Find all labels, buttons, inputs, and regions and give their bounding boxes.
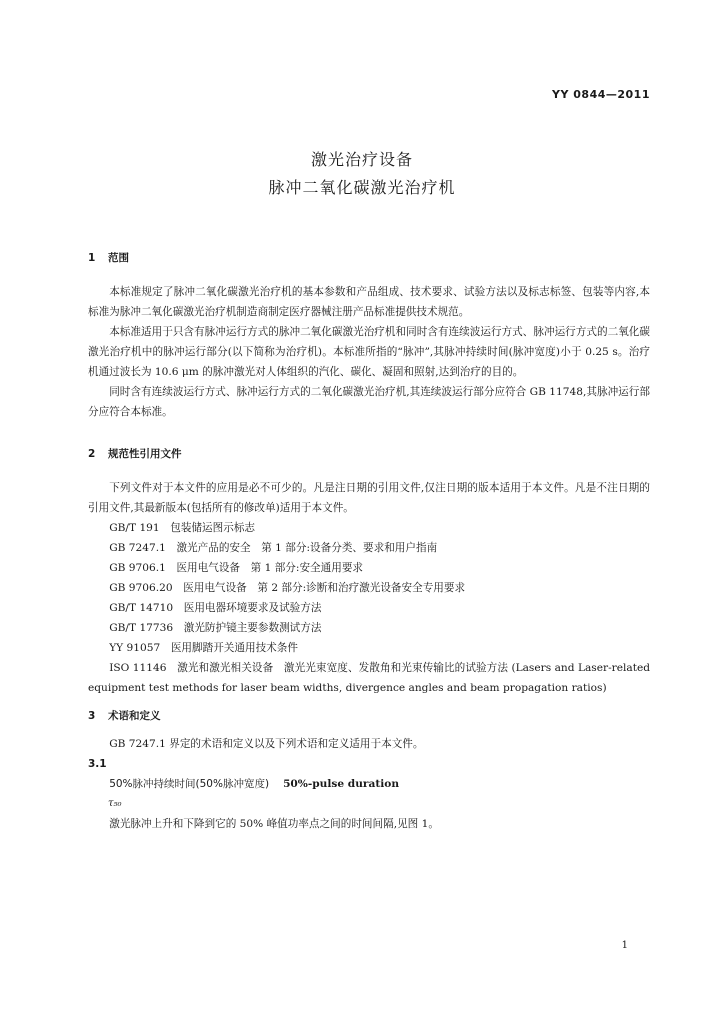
term-chinese: 50%脉冲持续时间(50%脉冲宽度) <box>109 778 270 790</box>
document-body <box>88 248 650 834</box>
section-number: 1 <box>88 252 96 264</box>
term-definition: 激光脉冲上升和下降到它的 50% 峰值功率点之间的时间间隔,见图 1。 <box>109 818 439 830</box>
page-number: 1 <box>621 940 628 951</box>
term-symbol: τ₅₀ <box>108 798 122 809</box>
paragraph: 同时含有连续波运行方式、脉冲运行方式的二氧化碳激光治疗机,其连续波运行部分应符合 GB 11748,其脉冲运行部分应符合本标准。 <box>88 386 650 418</box>
reference-item: YY 91057 医用脚踏开关通用技术条件 <box>109 642 298 654</box>
title-line-1: 激光治疗设备 <box>310 150 413 169</box>
reference-item: GB 9706.1 医用电气设备 第 1 部分:安全通用要求 <box>109 562 364 574</box>
reference-item: GB 9706.20 医用电气设备 第 2 部分:诊断和治疗激光设备安全专用要求 <box>109 582 466 594</box>
paragraph: 本标准规定了脉冲二氧化碳激光治疗机的基本参数和产品组成、技术要求、试验方法以及标志标签、包装等内容,本标准为脉冲二氧化碳激光治疗机制造商制定医疗器械注册产品标准提供技术规范。 <box>88 286 650 318</box>
term-entry <box>88 774 650 794</box>
title-line-2: 脉冲二氧化碳激光治疗机 <box>268 178 456 197</box>
reference-item: GB/T 191 包装储运图示标志 <box>109 522 256 534</box>
section-title: 术语和定义 <box>108 710 161 722</box>
section-1-heading <box>88 248 650 268</box>
section-title: 范围 <box>108 252 129 264</box>
reference-item: GB/T 17736 激光防护镜主要参数测试方法 <box>109 622 322 634</box>
paragraph: 下列文件对于本文件的应用是必不可少的。凡是注日期的引用文件,仅注日期的版本适用于本文件。凡是不注日期的引用文件,其最新版本(包括所有的修改单)适用于本文件。 <box>88 482 650 514</box>
section-number: 3 <box>88 710 96 722</box>
standard-code: YY 0844—2011 <box>552 88 650 101</box>
section-3-heading <box>88 706 650 726</box>
section-2-heading <box>88 444 650 464</box>
paragraph: GB 7247.1 界定的术语和定义以及下列术语和定义适用于本文件。 <box>109 738 424 750</box>
reference-item: GB/T 14710 医用电器环境要求及试验方法 <box>109 602 322 614</box>
reference-item: GB 7247.1 激光产品的安全 第 1 部分:设备分类、要求和用户指南 <box>109 542 438 554</box>
paragraph: 本标准适用于只含有脉冲运行方式的脉冲二氧化碳激光治疗机和同时含有连续波运行方式、脉冲运行方式的二氧化碳激光治疗机中的脉冲运行部分(以下简称为治疗机)。本标准所指的“脉冲”,其脉冲持续时间(脉冲宽度)小于 0.25 s。治疗机通过波长为 10.6 μm 的脉冲激光对人体组织的汽化、碳化、凝固和照射,达到治疗的目的。 <box>88 326 650 378</box>
section-title: 规范性引用文件 <box>108 448 182 460</box>
clause-number: 3.1 <box>88 758 107 770</box>
document-title <box>0 146 724 202</box>
reference-item: ISO 11146 激光和激光相关设备 激光光束宽度、发散角和光束传输比的试验方法 (Lasers and Laser-related equipment test methods for laser beam widths, divergence angles and beam propagation ratios) <box>88 662 650 694</box>
term-english: 50%-pulse duration <box>283 778 400 790</box>
section-number: 2 <box>88 448 96 460</box>
